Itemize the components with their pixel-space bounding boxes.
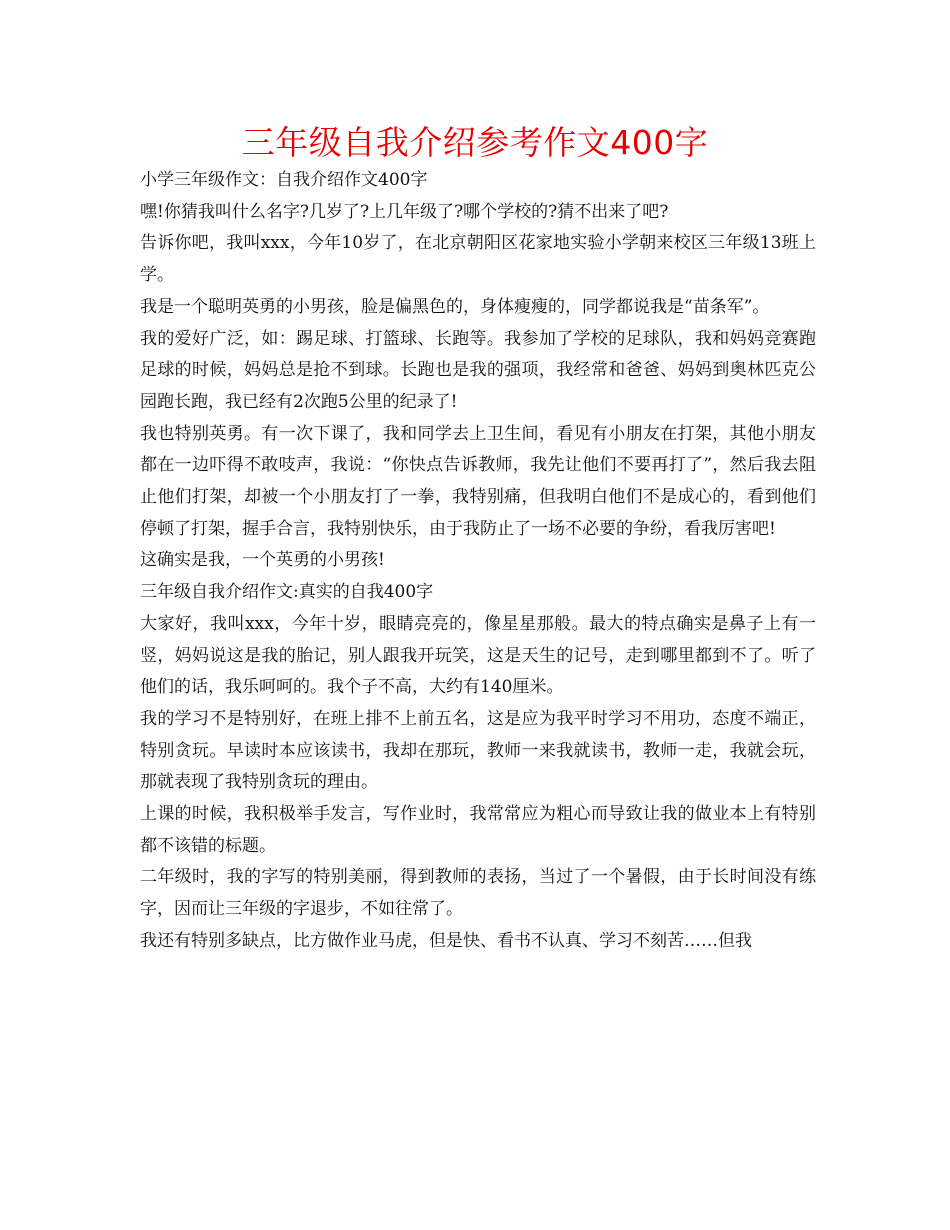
paragraph-10: 我的学习不是特别好，在班上排不上前五名，这是应为我平时学习不用功，态度不端正，特别贪玩。早读时本应该读书，我却在那玩，教师一来我就读书，教师一走，我就会玩，那就表现了我特别贪玩的理由。 bbox=[140, 708, 816, 793]
paragraph-12: 二年级时，我的字写的特别美丽，得到教师的表扬，当过了一个暑假，由于长时间没有练字，因而让三年级的字退步，不如往常了。 bbox=[140, 867, 816, 920]
paragraph-7: 这确实是我，一个英勇的小男孩! bbox=[140, 550, 385, 571]
paragraph-4: 我是一个聪明英勇的小男孩，脸是偏黑色的，身体瘦瘦的，同学都说我是“苗条军”。 bbox=[140, 296, 770, 317]
paragraph-1: 小学三年级作文：自我介绍作文400字 bbox=[140, 170, 428, 190]
paragraph-13: 我还有特别多缺点，比方做作业马虎，但是快、看书不认真、学习不刻苦……但我 bbox=[140, 930, 752, 951]
paragraph-11: 上课的时候，我积极举手发言，写作业时，我常常应为粗心而导致让我的做业本上有特别都不该错的标题。 bbox=[140, 804, 816, 856]
paragraph-6: 我也特别英勇。有一次下课了，我和同学去上卫生间，看见有小朋友在打架，其他小朋友都在一边吓得不敢吱声，我说：“你快点告诉教师，我先让他们不要再打了”，然后我去阻止他们打架，却被一个小朋友打了一拳，我特别痛，但我明白他们不是成心的，看到他们停顿了打架，握手合言，我特别快乐，由于我防止了一场不必要的争纷，看我厉害吧! bbox=[140, 423, 816, 539]
paragraph-3: 告诉你吧，我叫xxx，今年10岁了，在北京朝阳区花家地实验小学朝来校区三年级13班上学。 bbox=[140, 233, 816, 286]
document-title: 三年级自我介绍参考作文400字 bbox=[241, 123, 709, 162]
paragraph-9: 大家好，我叫xxx，今年十岁，眼睛亮亮的，像星星那般。最大的特点确实是鼻子上有一竖，妈妈说这是我的胎记，别人跟我开玩笑，这是天生的记号，走到哪里都到不了。听了他们的话，我乐呵呵的。我个子不高，大约有140厘米。 bbox=[140, 613, 816, 698]
paragraph-2: 嘿!你猜我叫什么名字?几岁了?上几年级了?哪个学校的?猜不出来了吧? bbox=[140, 201, 669, 222]
subheading-2: 三年级自我介绍作文:真实的自我400字 bbox=[140, 582, 434, 603]
document-body bbox=[140, 165, 816, 958]
paragraph-5: 我的爱好广泛，如：踢足球、打篮球、长跑等。我参加了学校的足球队，我和妈妈竞赛跑足球的时候，妈妈总是抢不到球。长跑也是我的强项，我经常和爸爸、妈妈到奥林匹克公园跑长跑，我已经有2次跑5公里的纪录了! bbox=[140, 328, 816, 412]
